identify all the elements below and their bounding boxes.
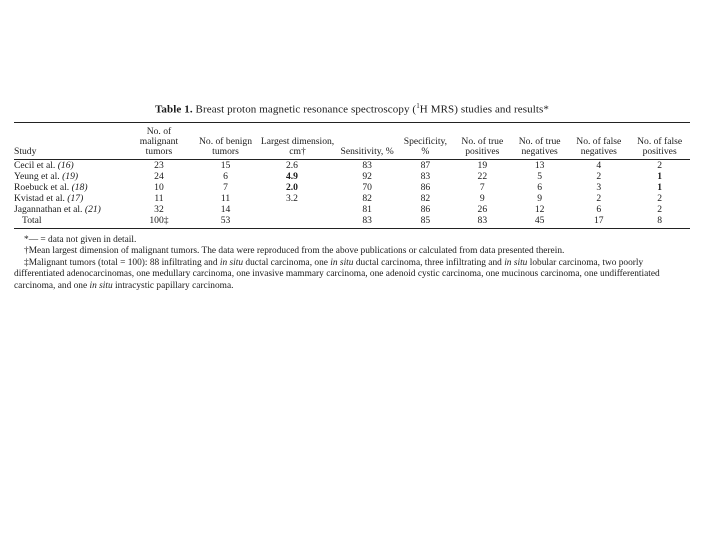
cell-true-negatives: 9: [537, 192, 543, 204]
cell-malignant: 10: [154, 181, 164, 193]
cell-benign: 15: [220, 159, 231, 171]
cell-dimension: [258, 215, 337, 229]
cell-true-positives: 83: [454, 215, 511, 229]
cell-false-positives: 2: [657, 192, 663, 204]
header-dimension: Largest dimension, cm†: [258, 122, 337, 159]
cell-true-positives: 7: [479, 181, 485, 193]
cell-false-positives: 8: [629, 215, 690, 229]
cell-malignant: 24: [154, 170, 164, 182]
cell-true-positives: 26: [477, 203, 488, 215]
cell-dimension: 2.6: [285, 159, 298, 171]
cell-malignant: 11: [154, 192, 164, 204]
header-sensitivity: Sensitivity, %: [337, 122, 397, 159]
header-false-positives: No. of false positives: [629, 122, 690, 159]
cell-sensitivity: 83: [362, 159, 372, 171]
cell-malignant: 100‡: [125, 215, 193, 229]
cell-study: Cecil et al. (16): [14, 159, 74, 171]
footnote-1: *— = data not given in detail.: [24, 234, 137, 245]
cell-benign: 53: [193, 215, 258, 229]
cell-false-positives: 1: [657, 181, 663, 193]
caption-text-end: H MRS) studies and results*: [419, 103, 549, 116]
cell-specificity: 86: [420, 181, 431, 193]
header-study: Study: [14, 122, 125, 159]
cell-true-negatives: 5: [537, 170, 543, 182]
cell-false-negatives: 2: [596, 192, 602, 204]
cell-benign: 6: [223, 170, 228, 182]
cell-false-positives: 2: [657, 203, 663, 215]
cell-malignant: 23: [154, 159, 164, 171]
cell-dimension: 3.2: [285, 192, 298, 204]
table-footnotes: [14, 235, 690, 293]
cell-dimension: 2.0: [285, 181, 298, 193]
table-figure: [14, 102, 690, 292]
cell-false-negatives: 3: [596, 181, 602, 193]
table-row: [14, 159, 690, 171]
cell-false-negatives: 4: [596, 159, 602, 171]
table-header-row: [14, 122, 690, 159]
cell-study: Yeung et al. (19): [14, 170, 79, 182]
cell-sensitivity: 70: [362, 181, 372, 193]
cell-study: Kvistad et al. (17): [14, 192, 84, 204]
cell-true-positives: 19: [477, 159, 488, 171]
cell-sensitivity: 92: [362, 170, 372, 182]
cell-true-positives: 22: [477, 170, 488, 182]
header-specificity: Specificity, %: [397, 122, 454, 159]
cell-true-negatives: 13: [534, 159, 545, 171]
cell-false-negatives: 2: [596, 170, 602, 182]
footnote-2: †Mean largest dimension of malignant tumors. The data were reproduced from the above publications or calculated from data presented therein.: [24, 246, 565, 257]
cell-specificity: 87: [420, 159, 431, 171]
cell-study: Jagannathan et al. (21): [14, 203, 101, 215]
cell-false-negatives: 17: [568, 215, 629, 229]
cell-study: Roebuck et al. (18): [14, 181, 88, 193]
cell-false-negatives: 6: [596, 203, 602, 215]
cell-true-negatives: 45: [511, 215, 568, 229]
caption-label: Table 1.: [154, 103, 193, 116]
cell-benign: 7: [223, 181, 228, 193]
table-caption: [14, 102, 690, 116]
table-row: [14, 193, 690, 204]
cell-specificity: 83: [420, 170, 431, 182]
cell-sensitivity: 83: [337, 215, 397, 229]
cell-sensitivity: 82: [362, 192, 372, 204]
table-row-total: [14, 215, 690, 229]
cell-true-negatives: 6: [537, 181, 543, 193]
cell-true-positives: 9: [479, 192, 485, 204]
header-true-positives: No. of true positives: [454, 122, 511, 159]
cell-specificity: 85: [397, 215, 454, 229]
cell-malignant: 32: [154, 203, 164, 215]
table-row: [14, 204, 690, 215]
header-true-negatives: No. of true negatives: [511, 122, 568, 159]
caption-sup: 1: [416, 102, 420, 110]
cell-benign: 14: [220, 203, 231, 215]
cell-specificity: 86: [420, 203, 431, 215]
cell-false-positives: 1: [657, 170, 663, 182]
table-row: [14, 182, 690, 193]
footnote-3: ‡Malignant tumors (total = 100): 88 infiltrating and in situ ductal carcinoma, one in situ ductal carcinoma, three infiltrating and in situ lobular carcinoma, two poorly differentiated adenocarcinomas, one medullary carcinoma, one invasive mammary carcinoma, one adenoid cystic carcinoma, one mucinous carcinoma, one undifferentiated carcinoma, and one in situ intracystic papillary carcinoma.: [14, 257, 660, 291]
cell-dimension: [258, 204, 337, 215]
header-false-negatives: No. of false negatives: [568, 122, 629, 159]
cell-benign: 11: [220, 192, 231, 204]
cell-study: Total: [14, 215, 125, 229]
cell-false-positives: 2: [657, 159, 663, 171]
cell-specificity: 82: [420, 192, 431, 204]
table-row: [14, 171, 690, 182]
caption-text: Breast proton magnetic resonance spectroscopy (: [195, 103, 417, 116]
cell-sensitivity: 81: [362, 203, 372, 215]
header-benign: No. of benign tumors: [193, 122, 258, 159]
header-malignant: No. of malignant tumors: [125, 122, 193, 159]
results-table: [14, 122, 690, 229]
cell-true-negatives: 12: [534, 203, 545, 215]
cell-dimension: 4.9: [285, 170, 298, 182]
